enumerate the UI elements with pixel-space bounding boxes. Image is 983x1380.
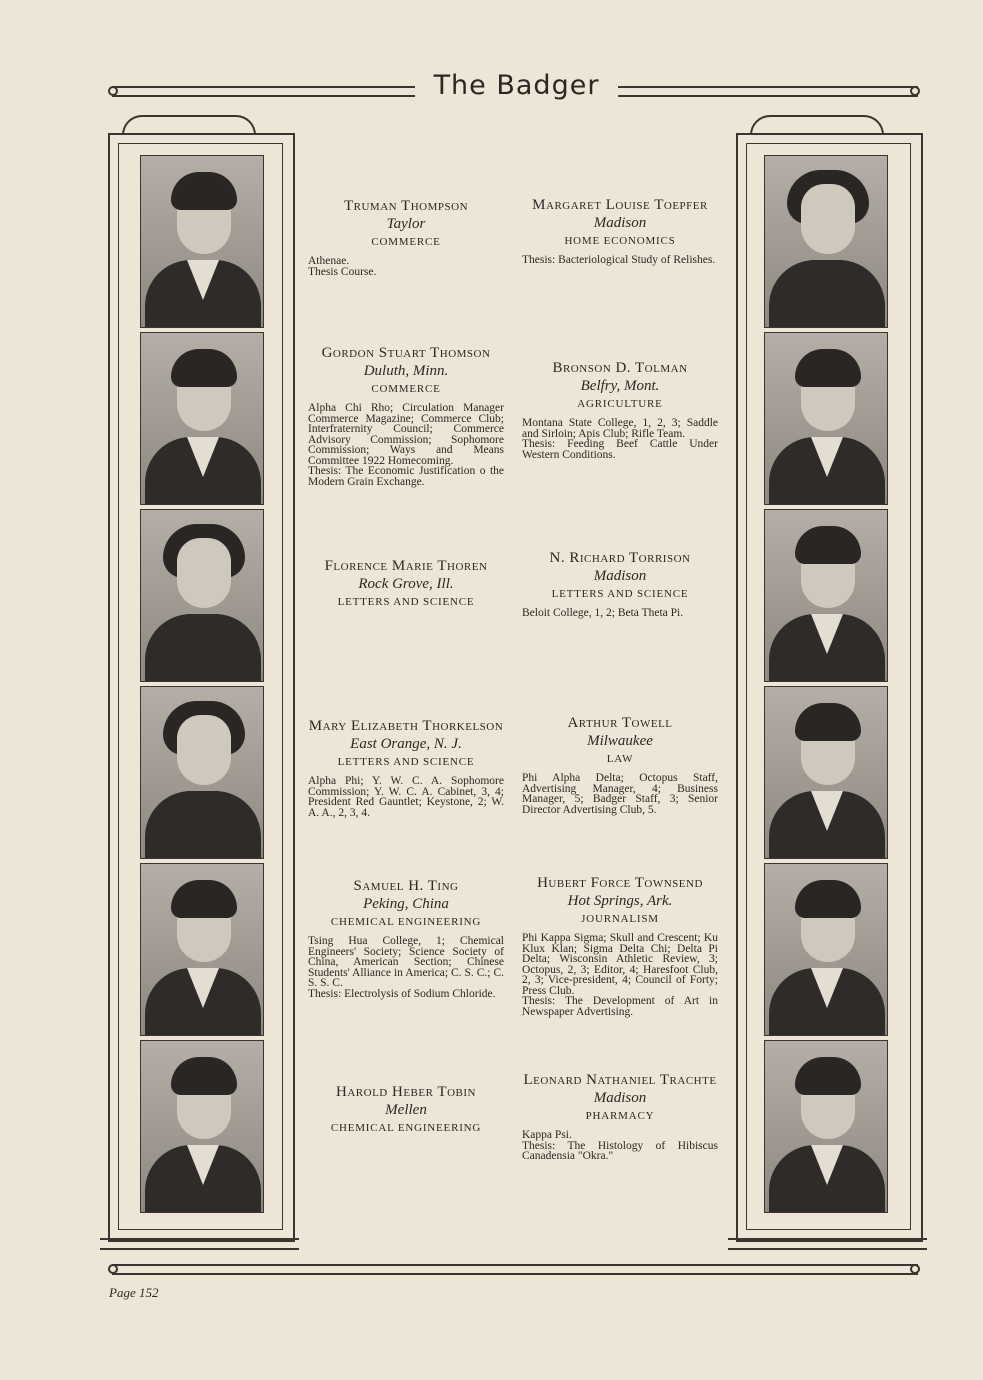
student-department: LETTERS AND SCIENCE [551,588,689,600]
student-activities: Phi Kappa Sigma; Skull and Crescent; Ku Klux Klan; Sigma Delta Chi; Delta Pi Delta; Wisconsin Athletic Review, 3; Octopus, 2, 3; Editor, 4; Haresfoot Club, 2, 3; Vice-president, 4; Council of Forty; Press Club. Thesis: The Development of Art in Newspaper Advertising. [522,932,718,1018]
student-entry [522,715,718,815]
page-number: Page 152 [109,1285,159,1300]
portrait-photo [140,509,264,682]
student-name: Samuel H. Ting [353,878,459,894]
student-hometown: Mellen [385,1102,427,1118]
student-activities: Athenae. Thesis Course. [308,255,377,278]
portrait-photo [764,332,888,505]
student-name: Leonard Nathaniel Trachte [523,1072,717,1088]
student-entry [522,1072,718,1162]
student-department: LETTERS AND SCIENCE [337,756,475,768]
student-hometown: Madison [593,1090,647,1106]
student-name: Margaret Louise Toepfer [532,197,708,213]
student-entry [308,1084,504,1134]
student-entry [308,198,504,277]
student-activities: Alpha Phi; Y. W. C. A. Sophomore Commission; Y. W. C. A. Cabinet, 3, 4; President Red Gauntlet; Keystone, 2; W. A. A., 2, 3, 4. [308,775,504,819]
student-name: Harold Heber Tobin [336,1084,476,1100]
student-hometown: East Orange, N. J. [350,736,462,752]
portrait-photo [140,1040,264,1213]
student-name: Gordon Stuart Thomson [321,345,491,361]
student-name: Truman Thompson [343,198,469,214]
portrait-photo [764,1040,888,1213]
student-hometown: Taylor [386,216,426,232]
student-department: HOME ECONOMICS [564,235,676,247]
student-department: LAW [606,753,634,765]
student-entry [308,558,504,608]
right-photo-frame [736,115,923,1250]
portrait-photo [140,686,264,859]
student-hometown: Belfry, Mont. [580,378,660,394]
portrait-photo [140,155,264,328]
left-photo-frame [108,115,295,1250]
student-hometown: Milwaukee [587,733,653,749]
portrait-photo [764,155,888,328]
student-entry [522,197,718,266]
student-department: PHARMACY [585,1110,655,1122]
student-hometown: Madison [593,568,647,584]
left-photo-column [140,155,264,1217]
student-entry [522,360,718,460]
student-name: Hubert Force Townsend [537,875,703,891]
header-rule-left [112,86,415,97]
student-activities: Montana State College, 1, 2, 3; Saddle and Sirloin; Apis Club; Rifle Team. Thesis: Feeding Beef Cattle Under Western Conditions. [522,417,718,461]
student-name: Mary Elizabeth Thorkelson [308,718,504,734]
student-department: CHEMICAL ENGINEERING [330,916,482,928]
portrait-photo [764,686,888,859]
student-hometown: Madison [593,215,647,231]
student-name: Florence Marie Thoren [324,558,488,574]
student-department: COMMERCE [371,236,441,248]
student-hometown: Duluth, Minn. [363,363,449,379]
student-activities: Tsing Hua College, 1; Chemical Engineers' Society; Science Society of China, American Section; Chinese Students' Alliance in America; C. S. C.; C. S. S. C. Thesis: Electrolysis of Sodium Chloride. [308,935,504,1000]
student-hometown: Peking, China [363,896,449,912]
student-activities: Kappa Psi. Thesis: The Histology of Hibiscus Canadensia "Okra." [522,1129,718,1162]
student-entry [522,550,718,619]
page-title: The Badger [433,70,600,101]
header-ornament-right [910,86,920,96]
student-hometown: Hot Springs, Ark. [567,893,673,909]
student-department: JOURNALISM [581,913,659,925]
student-hometown: Rock Grove, Ill. [358,576,454,592]
portrait-photo [140,332,264,505]
student-name: N. Richard Torrison [549,550,691,566]
student-name: Bronson D. Tolman [552,360,688,376]
student-department: CHEMICAL ENGINEERING [330,1122,482,1134]
portrait-photo [140,863,264,1036]
header-rule-right [618,86,918,97]
student-entry [522,875,718,1017]
portrait-photo [764,509,888,682]
footer-rule [112,1264,918,1275]
student-activities: Phi Alpha Delta; Octopus Staff, Advertising Manager, 4; Business Manager, 5; Badger Staff, 3; Senior Director Advertising Club, 5. [522,772,718,816]
student-department: LETTERS AND SCIENCE [337,596,475,608]
student-name: Arthur Towell [567,715,673,731]
footer-ornament-right [910,1264,920,1274]
student-department: AGRICULTURE [577,398,663,410]
student-activities: Alpha Chi Rho; Circulation Manager Commerce Magazine; Commerce Club; Interfraternity Council; Commerce Advisory Commission; Sophomore Commission; Ways and Means Committee 1922 Homecoming. Thesis: The Economic Justification o the Modern Grain Exchange. [308,402,504,488]
student-entry [308,345,504,487]
student-activities: Thesis: Bacteriological Study of Relishes. [522,254,716,266]
student-department: COMMERCE [371,383,441,395]
student-activities: Beloit College, 1, 2; Beta Theta Pi. [522,607,684,619]
right-photo-column [764,155,888,1217]
portrait-photo [764,863,888,1036]
student-entry [308,718,504,818]
student-entry [308,878,504,999]
